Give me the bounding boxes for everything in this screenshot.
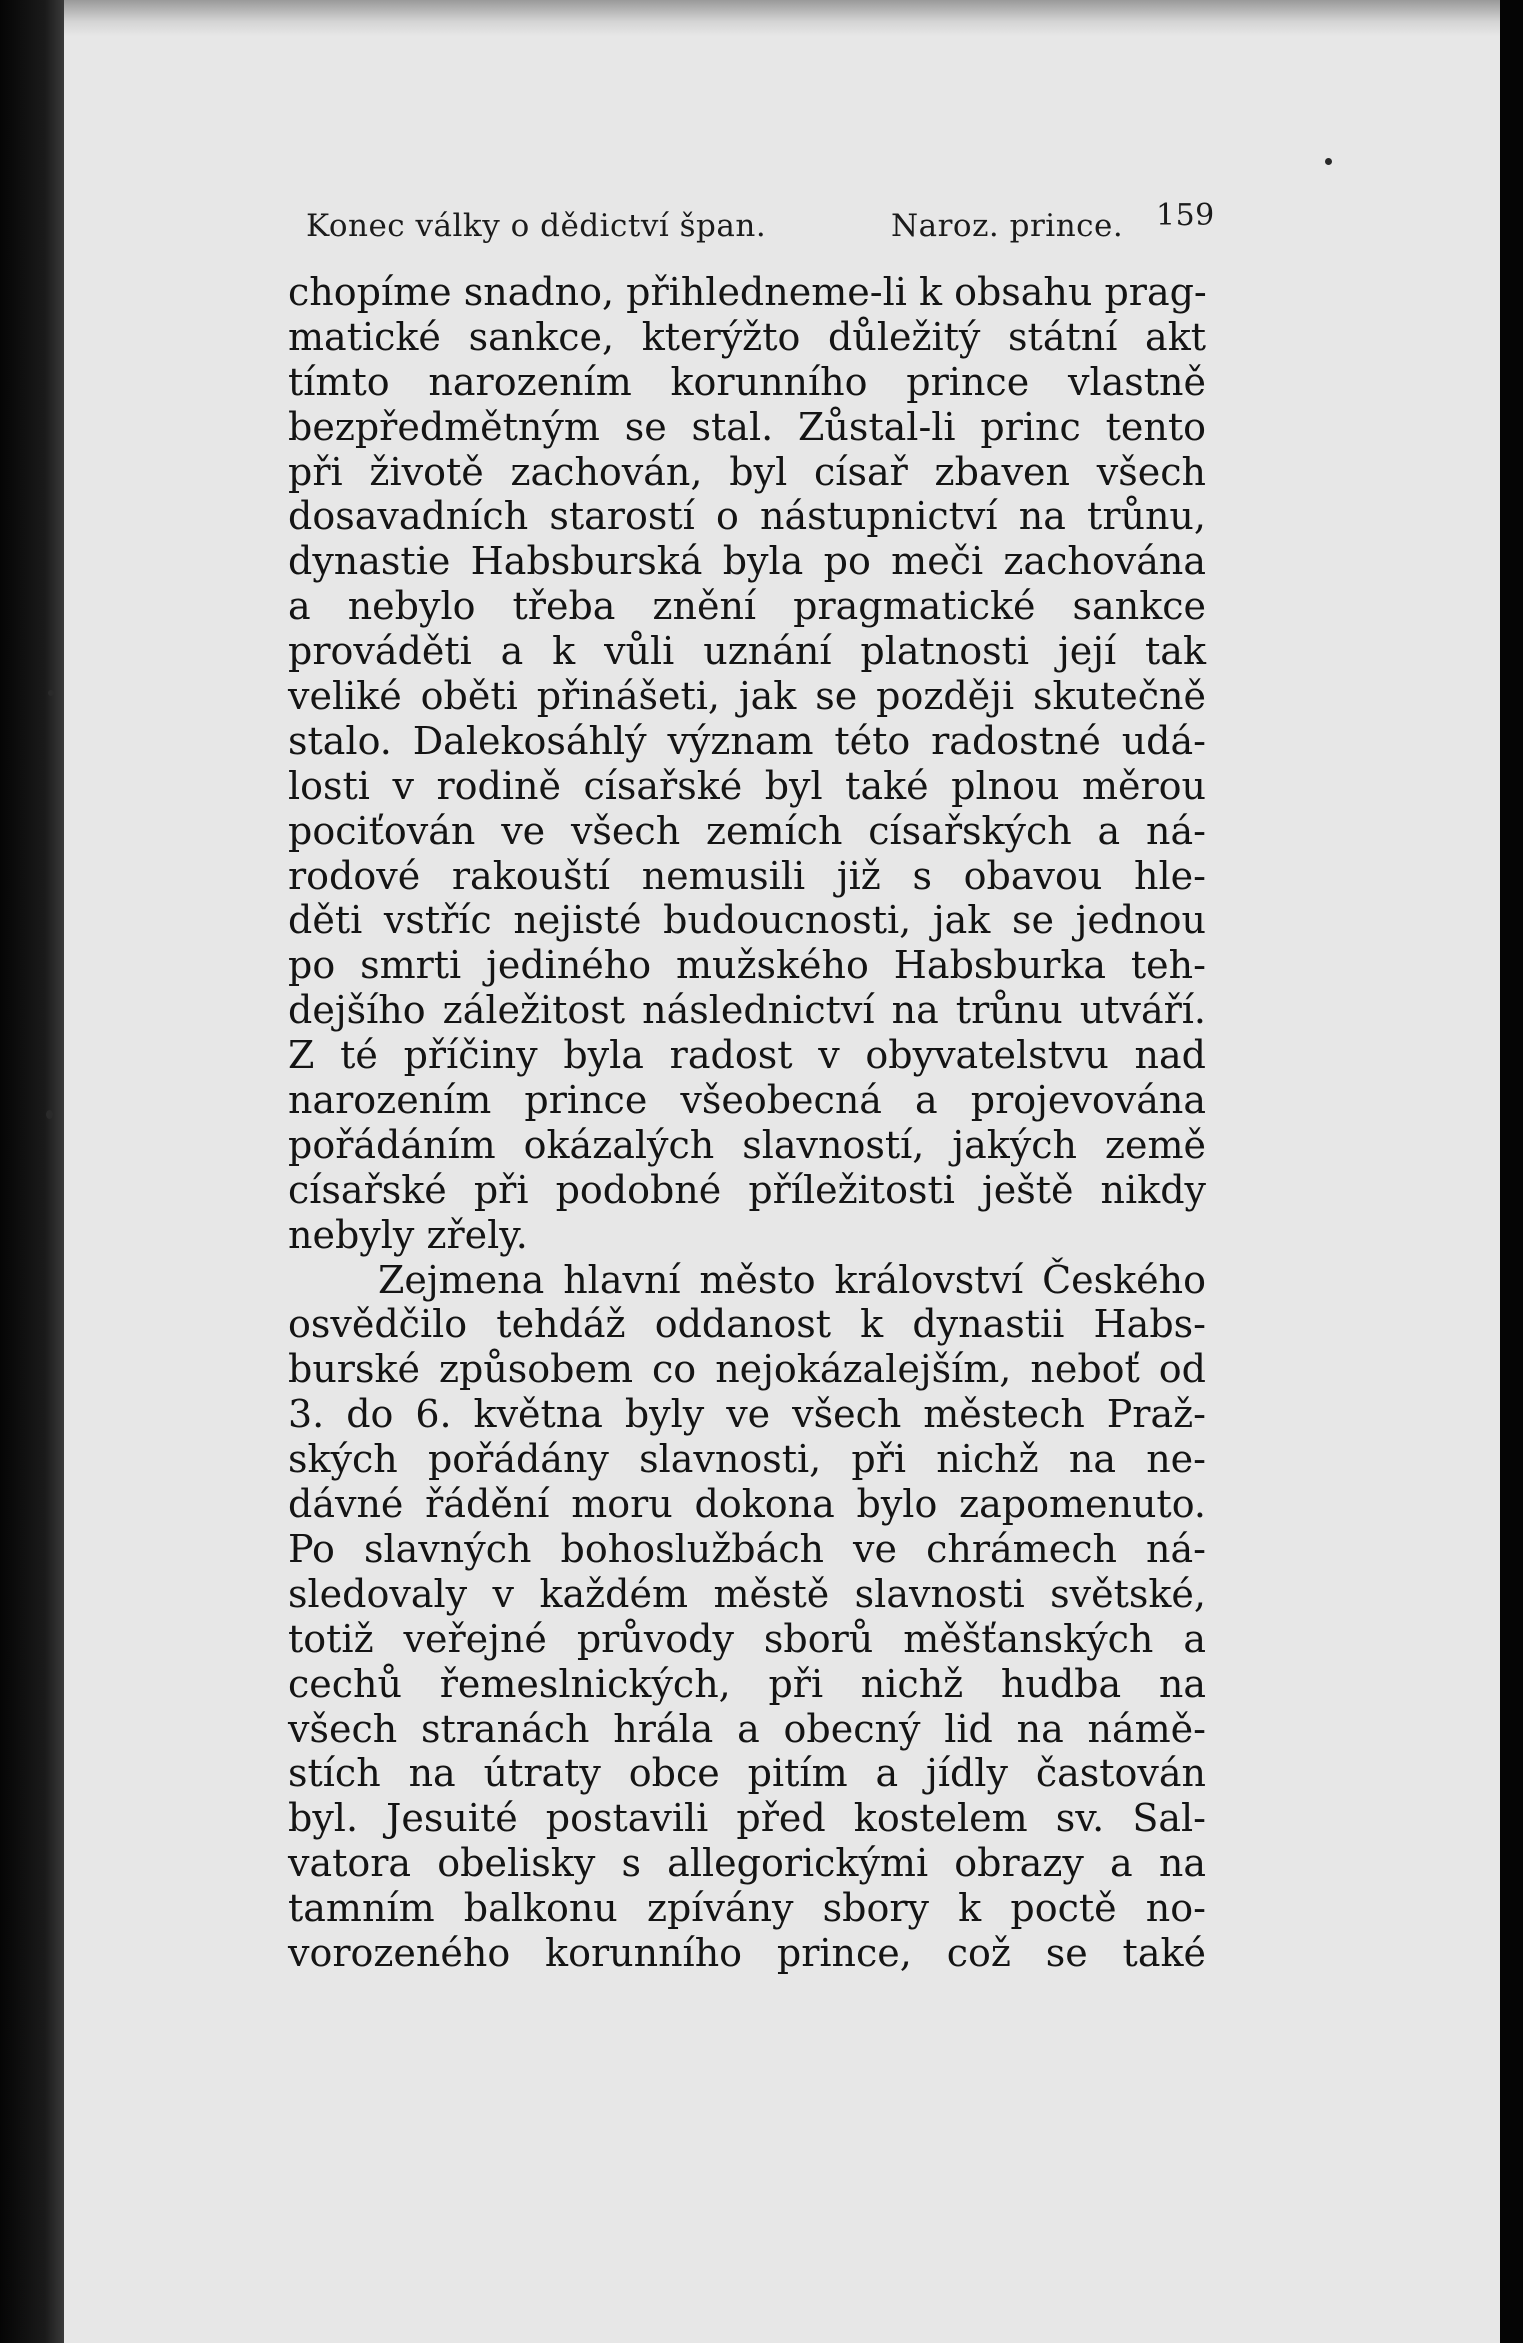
text-line: tímto narozením korunního prince vlastně [288, 359, 1206, 404]
text-line: dosavadních starostí o nástupnictví na trůnu, [288, 494, 1206, 539]
text-line: 3. do 6. května byly ve všech městech Praž- [288, 1392, 1206, 1437]
text-line: pociťován ve všech zemích císařských a ná- [288, 808, 1206, 853]
body-text [288, 270, 1206, 1976]
text-line: stalo. Dalekosáhlý význam této radostné udá- [288, 718, 1206, 763]
text-line: prováděti a k vůli uznání platnosti její tak [288, 629, 1206, 674]
text-line: rodové rakouští nemusili již s obavou hle- [288, 853, 1206, 898]
text-line: veliké oběti přinášeti, jak se později skutečně [288, 674, 1206, 719]
text-line: dávné řádění moru dokona bylo zapomenuto. [288, 1482, 1206, 1527]
running-head [306, 198, 1215, 260]
text-line: dejšího záležitost následnictví na trůnu utváří. [288, 988, 1206, 1033]
page-right-edge [1500, 0, 1523, 2343]
text-line: císařské při podobné příležitosti ještě nikdy [288, 1167, 1206, 1212]
text-line: narozením prince všeobecná a projevována [288, 1078, 1206, 1123]
paragraph [288, 270, 1206, 1258]
print-speck [48, 690, 54, 696]
text-line: sledovaly v každém městě slavnosti světské, [288, 1571, 1206, 1616]
page-number: 159 [1156, 198, 1215, 233]
page-left-edge [0, 0, 64, 2343]
text-line: a nebylo třeba znění pragmatické sankce [288, 584, 1206, 629]
text-line: po smrti jediného mužského Habsburka teh- [288, 943, 1206, 988]
text-line: Zejmena hlavní město království Českého [378, 1257, 1206, 1302]
text-line: dynastie Habsburská byla po meči zachována [288, 539, 1206, 584]
text-line: byl. Jesuité postavili před kostelem sv. Sal- [288, 1796, 1206, 1841]
text-line: chopíme snadno, přihledneme-li k obsahu prag- [288, 270, 1207, 314]
text-line: vorozeného korunního prince, což se také [288, 1930, 1206, 1975]
text-line: pořádáním okázalých slavností, jakých země [288, 1122, 1206, 1167]
text-line: při životě zachován, byl císař zbaven všech [288, 449, 1206, 494]
text-line: Z té příčiny byla radost v obyvatelstvu nad [288, 1033, 1206, 1078]
text-line: losti v rodině císařské byl také plnou měrou [288, 763, 1206, 808]
text-line: všech stranách hrála a obecný lid na námě- [288, 1706, 1206, 1751]
text-line: matické sankce, kterýžto důležitý státní akt [288, 314, 1206, 359]
text-line: Po slavných bohoslužbách ve chrámech ná- [288, 1526, 1206, 1571]
text-line: ských pořádány slavnosti, při nichž na ne- [288, 1437, 1206, 1482]
print-speck [46, 1110, 53, 1119]
print-speck [1325, 158, 1332, 165]
text-line: nebyly zřely. [288, 1212, 528, 1257]
running-head-left: Konec války o dědictví špan. [306, 208, 767, 244]
page-top-shade [64, 0, 1500, 36]
text-line: cechů řemeslnických, při nichž hudba na [288, 1661, 1206, 1706]
paragraph [288, 1258, 1206, 1976]
text-line: stích na útraty obce pitím a jídly častován [288, 1751, 1206, 1796]
text-line: bezpředmětným se stal. Zůstal-li princ tento [288, 404, 1206, 449]
text-line: osvědčilo tehdáž oddanost k dynastii Habs- [288, 1302, 1206, 1347]
text-line: totiž veřejné průvody sborů měšťanských a [288, 1616, 1206, 1661]
text-line: vatora obelisky s allegorickými obrazy a na [288, 1841, 1206, 1886]
text-line: tamním balkonu zpívány sbory k poctě no- [288, 1886, 1206, 1931]
text-line: děti vstříc nejisté budoucnosti, jak se jednou [288, 898, 1206, 943]
running-head-right: Naroz. prince. [891, 208, 1124, 244]
text-line: burské způsobem co nejokázalejším, neboť od [288, 1347, 1206, 1392]
